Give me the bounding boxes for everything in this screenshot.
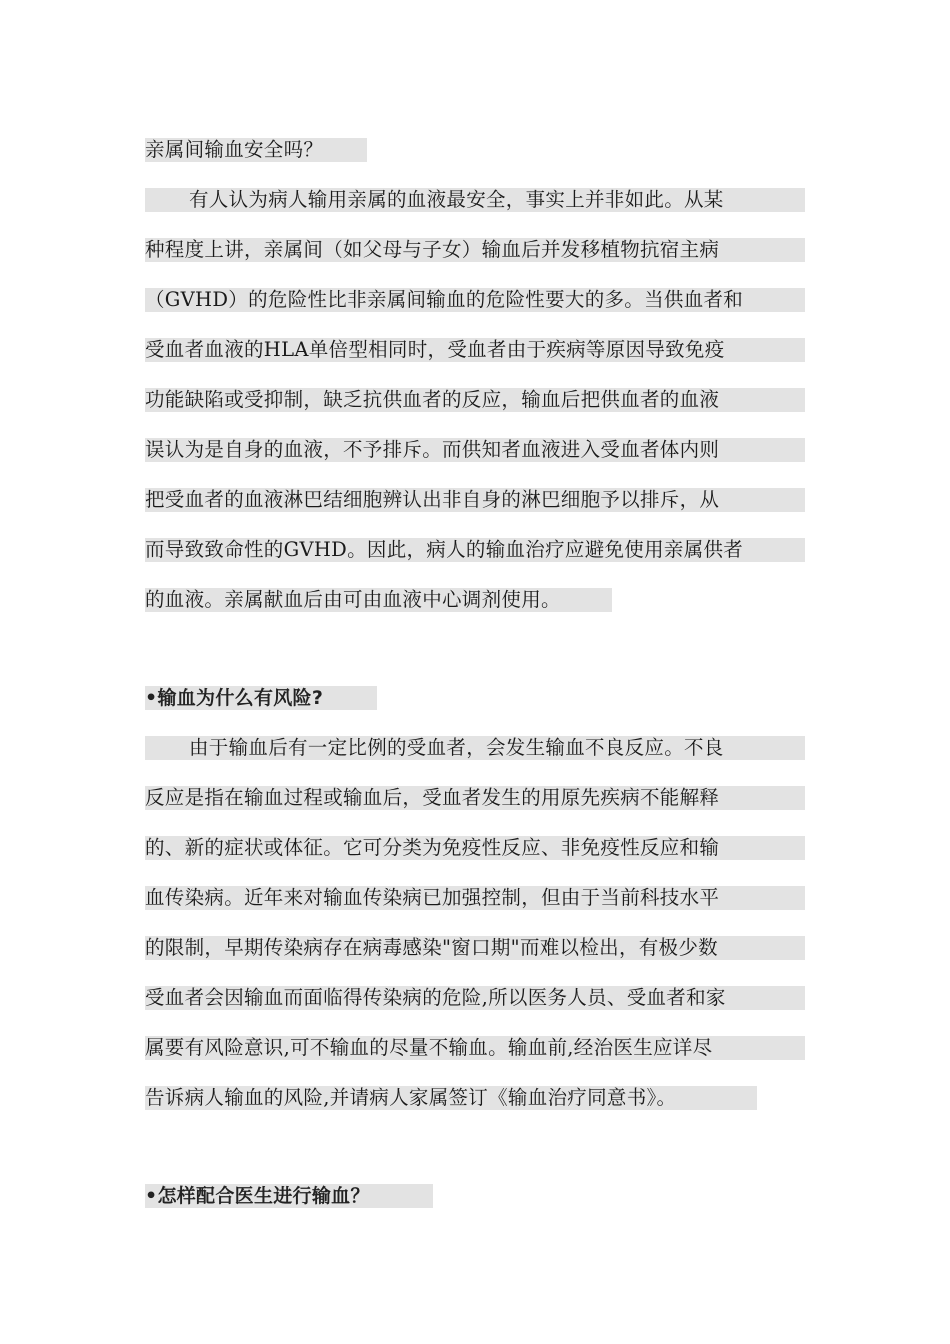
paragraph-line: 的限制，早期传染病存在病毒感染"窗口期"而难以检出，有极少数 — [145, 936, 805, 960]
paragraph-line — [145, 188, 805, 212]
paragraph-line: 的血液。亲属献血后由可由血液中心调剂使用。 — [145, 588, 612, 612]
paragraph-line: 功能缺陷或受抑制，缺乏抗供血者的反应，输血后把供血者的血液 — [145, 388, 805, 412]
paragraph-line: （GVHD）的危险性比非亲属间输血的危险性要大的多。当供血者和 — [145, 288, 805, 312]
section-title-cooperate: •怎样配合医生进行输血？ — [145, 1184, 433, 1208]
paragraph-line: 反应是指在输血过程或输血后，受血者发生的用原先疾病不能解释 — [145, 786, 805, 810]
paragraph-line-text: 由于输血后有一定比例的受血者，会发生输血不良反应。不良 — [189, 736, 724, 759]
section-title-relatives: 亲属间输血安全吗？ — [145, 138, 367, 162]
paragraph-line: 属要有风险意识,可不输血的尽量不输血。输血前,经治医生应详尽 — [145, 1036, 805, 1060]
paragraph-line: 告诉病人输血的风险,并请病人家属签订《输血治疗同意书》。 — [145, 1086, 757, 1110]
paragraph-line: 把受血者的血液淋巴结细胞辨认出非自身的淋巴细胞予以排斥，从 — [145, 488, 805, 512]
paragraph-line: 受血者会因输血而面临得传染病的危险,所以医务人员、受血者和家 — [145, 986, 805, 1010]
paragraph-line: 的、新的症状或体征。它可分类为免疫性反应、非免疫性反应和输 — [145, 836, 805, 860]
paragraph-line-text: 有人认为病人输用亲属的血液最安全，事实上并非如此。从某 — [189, 188, 724, 211]
paragraph-line: 误认为是自身的血液，不予排斥。而供知者血液进入受血者体内则 — [145, 438, 805, 462]
paragraph-line: 血传染病。近年来对输血传染病已加强控制，但由于当前科技水平 — [145, 886, 805, 910]
paragraph-line: 受血者血液的HLA单倍型相同时，受血者由于疾病等原因导致免疫 — [145, 338, 805, 362]
paragraph-line: 而导致致命性的GVHD。因此，病人的输血治疗应避免使用亲属供者 — [145, 538, 805, 562]
paragraph-line: 种程度上讲，亲属间（如父母与子女）输血后并发移植物抗宿主病 — [145, 238, 805, 262]
section-title-risk: •输血为什么有风险? — [145, 686, 377, 710]
paragraph-line — [145, 736, 805, 760]
